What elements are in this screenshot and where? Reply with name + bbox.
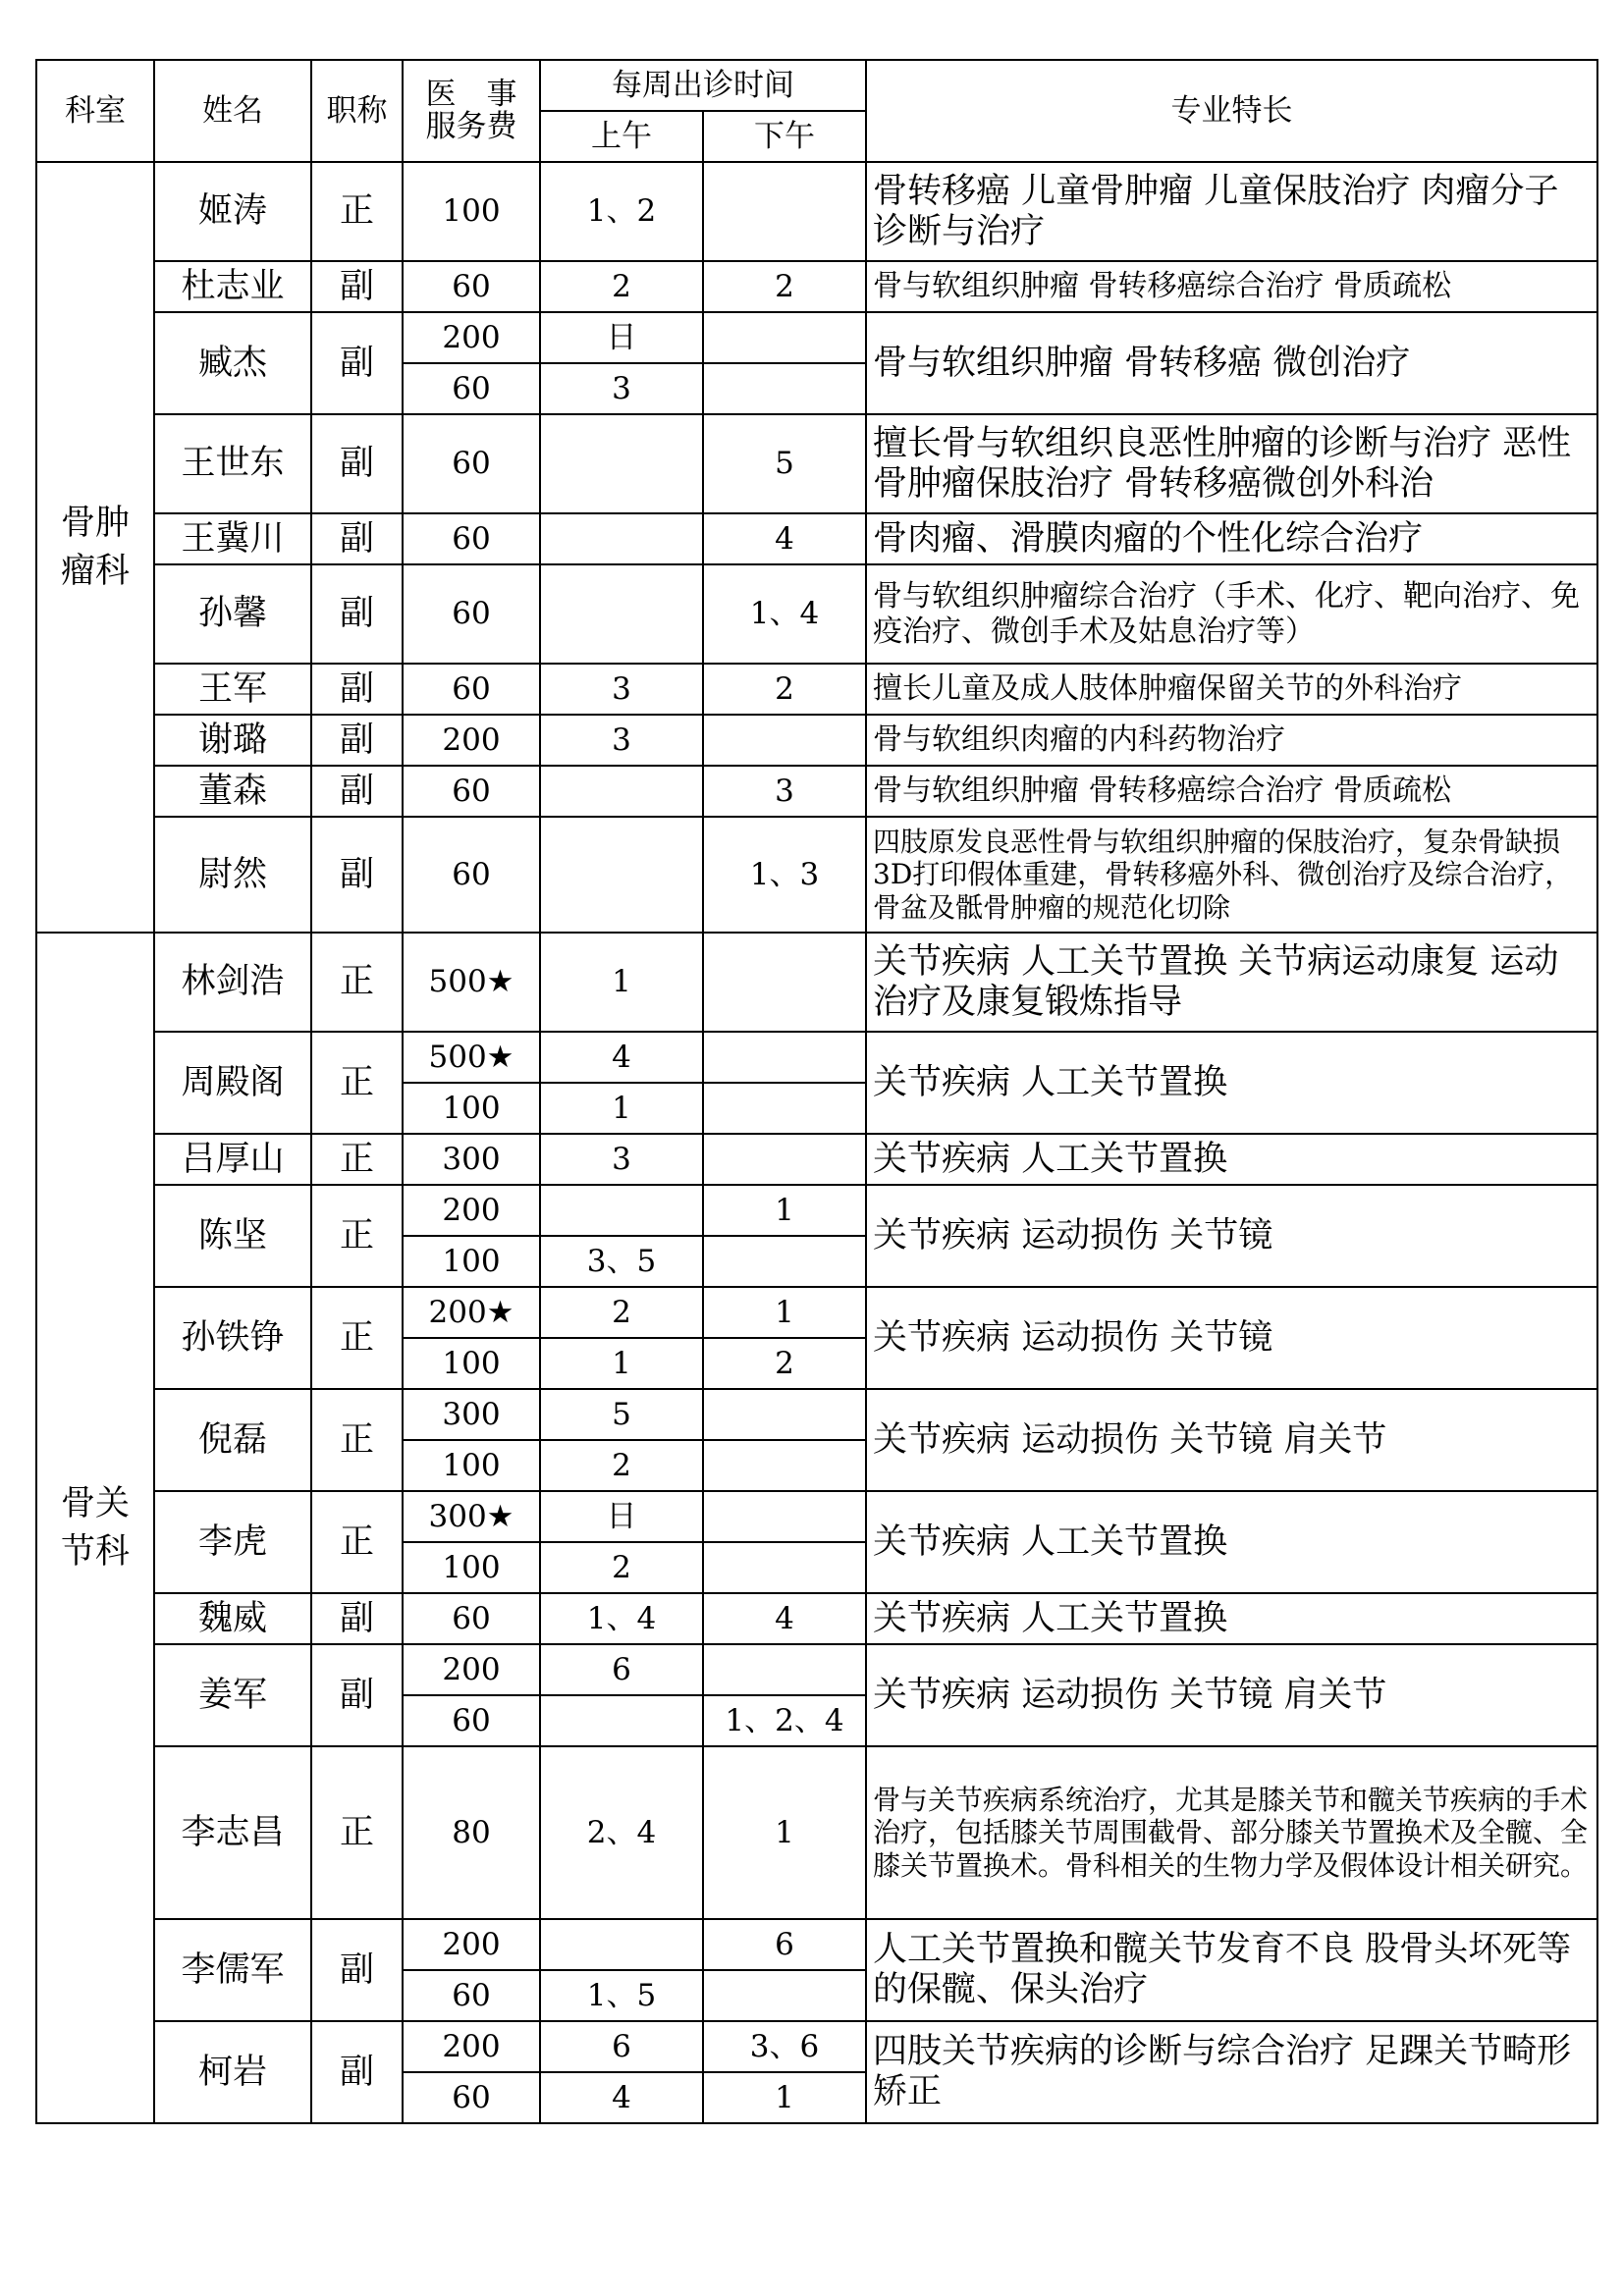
am-cell: 1 xyxy=(540,1083,703,1134)
pm-cell xyxy=(703,162,866,261)
table-row xyxy=(36,414,1597,513)
doctor-name-cell: 李志昌 xyxy=(154,1746,311,1919)
specialty-cell: 关节疾病 人工关节置换 xyxy=(866,1032,1597,1134)
specialty-cell: 关节疾病 运动损伤 关节镜 肩关节 xyxy=(866,1389,1597,1491)
fee-cell: 300 xyxy=(403,1134,540,1185)
specialty-cell: 骨与软组织肿瘤综合治疗（手术、化疗、靶向治疗、免疫治疗、微创手术及姑息治疗等） xyxy=(866,564,1597,664)
table-row xyxy=(36,715,1597,766)
am-cell xyxy=(540,513,703,564)
table-row xyxy=(36,1644,1597,1695)
specialty-cell: 擅长骨与软组织良恶性肿瘤的诊断与治疗 恶性骨肿瘤保肢治疗 骨转移癌微创外科治 xyxy=(866,414,1597,513)
table-row xyxy=(36,1185,1597,1236)
table-row xyxy=(36,1032,1597,1083)
doctor-title-cell: 副 xyxy=(311,715,403,766)
pm-cell xyxy=(703,1389,866,1440)
fee-cell: 200 xyxy=(403,312,540,363)
doctor-title-cell: 正 xyxy=(311,1491,403,1593)
fee-cell: 100 xyxy=(403,1083,540,1134)
table-row xyxy=(36,564,1597,664)
am-cell: 4 xyxy=(540,2072,703,2123)
doctor-title-cell: 正 xyxy=(311,1185,403,1287)
specialty-cell: 关节疾病 人工关节置换 关节病运动康复 运动治疗及康复锻炼指导 xyxy=(866,933,1597,1032)
fee-cell: 60 xyxy=(403,766,540,817)
specialty-cell: 骨与软组织肿瘤 骨转移癌综合治疗 骨质疏松 xyxy=(866,766,1597,817)
doctor-name-cell: 杜志业 xyxy=(154,261,311,312)
fee-cell: 200 xyxy=(403,715,540,766)
doctor-title-cell: 副 xyxy=(311,414,403,513)
pm-cell xyxy=(703,1032,866,1083)
fee-cell: 100 xyxy=(403,1236,540,1287)
fee-cell: 200 xyxy=(403,1644,540,1695)
doctor-name-cell: 李儒军 xyxy=(154,1919,311,2021)
specialty-cell: 关节疾病 运动损伤 关节镜 肩关节 xyxy=(866,1644,1597,1746)
am-cell: 3 xyxy=(540,363,703,414)
header-am: 上午 xyxy=(540,111,703,162)
pm-cell xyxy=(703,1542,866,1593)
specialty-cell: 骨与关节疾病系统治疗，尤其是膝关节和髋关节疾病的手术治疗，包括膝关节周围截骨、部分膝关节置换术及全髋、全膝关节置换术。骨科相关的生物力学及假体设计相关研究。 xyxy=(866,1746,1597,1919)
header-dept: 科室 xyxy=(36,60,154,162)
am-cell: 6 xyxy=(540,1644,703,1695)
pm-cell: 2 xyxy=(703,1338,866,1389)
specialty-cell: 四肢原发良恶性骨与软组织肿瘤的保肢治疗，复杂骨缺损3D打印假体重建，骨转移癌外科、微创治疗及综合治疗，骨盆及骶骨肿瘤的规范化切除 xyxy=(866,817,1597,933)
pm-cell: 1 xyxy=(703,1746,866,1919)
doctor-title-cell: 正 xyxy=(311,933,403,1032)
pm-cell: 4 xyxy=(703,1593,866,1644)
am-cell xyxy=(540,414,703,513)
am-cell: 4 xyxy=(540,1032,703,1083)
doctor-title-cell: 正 xyxy=(311,1032,403,1134)
department-name-line2: 节科 xyxy=(60,1531,130,1572)
am-cell xyxy=(540,817,703,933)
doctor-name-cell: 孙铁铮 xyxy=(154,1287,311,1389)
specialty-cell: 骨与软组织肿瘤 骨转移癌综合治疗 骨质疏松 xyxy=(866,261,1597,312)
pm-cell xyxy=(703,312,866,363)
fee-cell: 60 xyxy=(403,414,540,513)
department-cell xyxy=(36,162,154,933)
table-row xyxy=(36,2021,1597,2072)
table-row xyxy=(36,664,1597,715)
doctor-name-cell: 姜军 xyxy=(154,1644,311,1746)
table-row xyxy=(36,261,1597,312)
doctor-title-cell: 正 xyxy=(311,162,403,261)
header-weekly: 每周出诊时间 xyxy=(540,60,866,111)
fee-cell: 200 xyxy=(403,1919,540,1970)
header-specialty: 专业特长 xyxy=(866,60,1597,162)
pm-cell: 1 xyxy=(703,2072,866,2123)
fee-cell: 300★ xyxy=(403,1491,540,1542)
doctor-name-cell: 姬涛 xyxy=(154,162,311,261)
header-row-1 xyxy=(36,60,1597,111)
pm-cell: 3 xyxy=(703,766,866,817)
fee-cell: 60 xyxy=(403,1593,540,1644)
table-row xyxy=(36,817,1597,933)
table-row xyxy=(36,513,1597,564)
doctor-title-cell: 副 xyxy=(311,513,403,564)
table-row xyxy=(36,1287,1597,1338)
am-cell: 1 xyxy=(540,933,703,1032)
fee-cell: 60 xyxy=(403,564,540,664)
am-cell xyxy=(540,1185,703,1236)
fee-cell: 60 xyxy=(403,817,540,933)
pm-cell xyxy=(703,1236,866,1287)
pm-cell xyxy=(703,1970,866,2021)
doctor-name-cell: 董森 xyxy=(154,766,311,817)
am-cell: 日 xyxy=(540,312,703,363)
specialty-cell: 关节疾病 运动损伤 关节镜 xyxy=(866,1287,1597,1389)
doctor-name-cell: 魏威 xyxy=(154,1593,311,1644)
clinic-schedule-table xyxy=(35,59,1598,2124)
pm-cell: 3、6 xyxy=(703,2021,866,2072)
specialty-cell: 擅长儿童及成人肢体肿瘤保留关节的外科治疗 xyxy=(866,664,1597,715)
doctor-title-cell: 副 xyxy=(311,312,403,414)
doctor-title-cell: 副 xyxy=(311,664,403,715)
fee-cell: 500★ xyxy=(403,1032,540,1083)
table-row xyxy=(36,933,1597,1032)
pm-cell xyxy=(703,715,866,766)
fee-cell: 60 xyxy=(403,261,540,312)
pm-cell: 1 xyxy=(703,1185,866,1236)
am-cell: 2 xyxy=(540,1542,703,1593)
specialty-cell: 关节疾病 人工关节置换 xyxy=(866,1491,1597,1593)
am-cell: 3 xyxy=(540,1134,703,1185)
doctor-title-cell: 副 xyxy=(311,1593,403,1644)
doctor-title-cell: 正 xyxy=(311,1134,403,1185)
am-cell: 3 xyxy=(540,664,703,715)
pm-cell: 6 xyxy=(703,1919,866,1970)
doctor-name-cell: 李虎 xyxy=(154,1491,311,1593)
doctor-name-cell: 谢璐 xyxy=(154,715,311,766)
fee-cell: 60 xyxy=(403,513,540,564)
am-cell xyxy=(540,564,703,664)
header-fee-line2: 服务费 xyxy=(425,109,517,144)
doctor-name-cell: 王军 xyxy=(154,664,311,715)
pm-cell: 1 xyxy=(703,1287,866,1338)
am-cell xyxy=(540,766,703,817)
table-row xyxy=(36,312,1597,363)
doctor-name-cell: 臧杰 xyxy=(154,312,311,414)
doctor-name-cell: 吕厚山 xyxy=(154,1134,311,1185)
department-name-line1: 骨关 xyxy=(60,1483,130,1523)
department-cell xyxy=(36,933,154,2123)
fee-cell: 100 xyxy=(403,1542,540,1593)
fee-cell: 300 xyxy=(403,1389,540,1440)
pm-cell xyxy=(703,1440,866,1491)
fee-cell: 100 xyxy=(403,1338,540,1389)
am-cell: 6 xyxy=(540,2021,703,2072)
table-row xyxy=(36,1919,1597,1970)
doctor-title-cell: 副 xyxy=(311,2021,403,2123)
table-row xyxy=(36,1746,1597,1919)
am-cell: 1、5 xyxy=(540,1970,703,2021)
header-title: 职称 xyxy=(311,60,403,162)
specialty-cell: 四肢关节疾病的诊断与综合治疗 足踝关节畸形矫正 xyxy=(866,2021,1597,2123)
pm-cell xyxy=(703,363,866,414)
fee-cell: 60 xyxy=(403,1970,540,2021)
pm-cell: 4 xyxy=(703,513,866,564)
specialty-cell: 骨与软组织肉瘤的内科药物治疗 xyxy=(866,715,1597,766)
pm-cell: 1、4 xyxy=(703,564,866,664)
am-cell: 2 xyxy=(540,1440,703,1491)
header-pm: 下午 xyxy=(703,111,866,162)
header-name: 姓名 xyxy=(154,60,311,162)
doctor-title-cell: 副 xyxy=(311,261,403,312)
header-fee xyxy=(403,60,540,162)
doctor-name-cell: 柯岩 xyxy=(154,2021,311,2123)
specialty-cell: 骨与软组织肿瘤 骨转移癌 微创治疗 xyxy=(866,312,1597,414)
fee-cell: 60 xyxy=(403,363,540,414)
am-cell: 2 xyxy=(540,1287,703,1338)
specialty-cell: 关节疾病 人工关节置换 xyxy=(866,1134,1597,1185)
am-cell: 5 xyxy=(540,1389,703,1440)
fee-cell: 100 xyxy=(403,1440,540,1491)
fee-cell: 200★ xyxy=(403,1287,540,1338)
department-name-line1: 骨肿 xyxy=(60,503,130,543)
doctor-name-cell: 周殿阁 xyxy=(154,1032,311,1134)
specialty-cell: 骨转移癌 儿童骨肿瘤 儿童保肢治疗 肉瘤分子 诊断与治疗 xyxy=(866,162,1597,261)
am-cell: 日 xyxy=(540,1491,703,1542)
am-cell: 3 xyxy=(540,715,703,766)
specialty-cell: 人工关节置换和髋关节发育不良 股骨头坏死等的保髋、保头治疗 xyxy=(866,1919,1597,2021)
specialty-cell: 骨肉瘤、滑膜肉瘤的个性化综合治疗 xyxy=(866,513,1597,564)
doctor-name-cell: 王冀川 xyxy=(154,513,311,564)
am-cell xyxy=(540,1695,703,1746)
fee-cell: 60 xyxy=(403,664,540,715)
specialty-cell: 关节疾病 运动损伤 关节镜 xyxy=(866,1185,1597,1287)
fee-cell: 200 xyxy=(403,1185,540,1236)
doctor-title-cell: 副 xyxy=(311,1919,403,2021)
doctor-name-cell: 孙馨 xyxy=(154,564,311,664)
doctor-title-cell: 正 xyxy=(311,1287,403,1389)
pm-cell xyxy=(703,1644,866,1695)
doctor-name-cell: 尉然 xyxy=(154,817,311,933)
specialty-cell: 关节疾病 人工关节置换 xyxy=(866,1593,1597,1644)
table-row xyxy=(36,1389,1597,1440)
fee-cell: 500★ xyxy=(403,933,540,1032)
am-cell: 2 xyxy=(540,261,703,312)
pm-cell: 1、3 xyxy=(703,817,866,933)
fee-cell: 100 xyxy=(403,162,540,261)
pm-cell xyxy=(703,1134,866,1185)
am-cell: 3、5 xyxy=(540,1236,703,1287)
table-body xyxy=(36,60,1597,2123)
am-cell: 1 xyxy=(540,1338,703,1389)
am-cell: 1、2 xyxy=(540,162,703,261)
table-row xyxy=(36,162,1597,261)
table-row xyxy=(36,1491,1597,1542)
pm-cell: 2 xyxy=(703,261,866,312)
pm-cell xyxy=(703,933,866,1032)
doctor-title-cell: 副 xyxy=(311,1644,403,1746)
pm-cell: 5 xyxy=(703,414,866,513)
header-fee-line1: 医 事 xyxy=(425,77,517,113)
doctor-title-cell: 副 xyxy=(311,766,403,817)
fee-cell: 80 xyxy=(403,1746,540,1919)
pm-cell xyxy=(703,1083,866,1134)
pm-cell: 2 xyxy=(703,664,866,715)
pm-cell xyxy=(703,1491,866,1542)
fee-cell: 60 xyxy=(403,2072,540,2123)
table-row xyxy=(36,1134,1597,1185)
doctor-name-cell: 王世东 xyxy=(154,414,311,513)
fee-cell: 200 xyxy=(403,2021,540,2072)
am-cell: 1、4 xyxy=(540,1593,703,1644)
table-row xyxy=(36,766,1597,817)
pm-cell: 1、2、4 xyxy=(703,1695,866,1746)
doctor-title-cell: 副 xyxy=(311,564,403,664)
doctor-name-cell: 林剑浩 xyxy=(154,933,311,1032)
fee-cell: 60 xyxy=(403,1695,540,1746)
doctor-title-cell: 正 xyxy=(311,1389,403,1491)
department-name-line2: 瘤科 xyxy=(60,551,130,591)
doctor-title-cell: 副 xyxy=(311,817,403,933)
doctor-name-cell: 倪磊 xyxy=(154,1389,311,1491)
table-row xyxy=(36,1593,1597,1644)
am-cell xyxy=(540,1919,703,1970)
doctor-name-cell: 陈坚 xyxy=(154,1185,311,1287)
doctor-title-cell: 正 xyxy=(311,1746,403,1919)
am-cell: 2、4 xyxy=(540,1746,703,1919)
